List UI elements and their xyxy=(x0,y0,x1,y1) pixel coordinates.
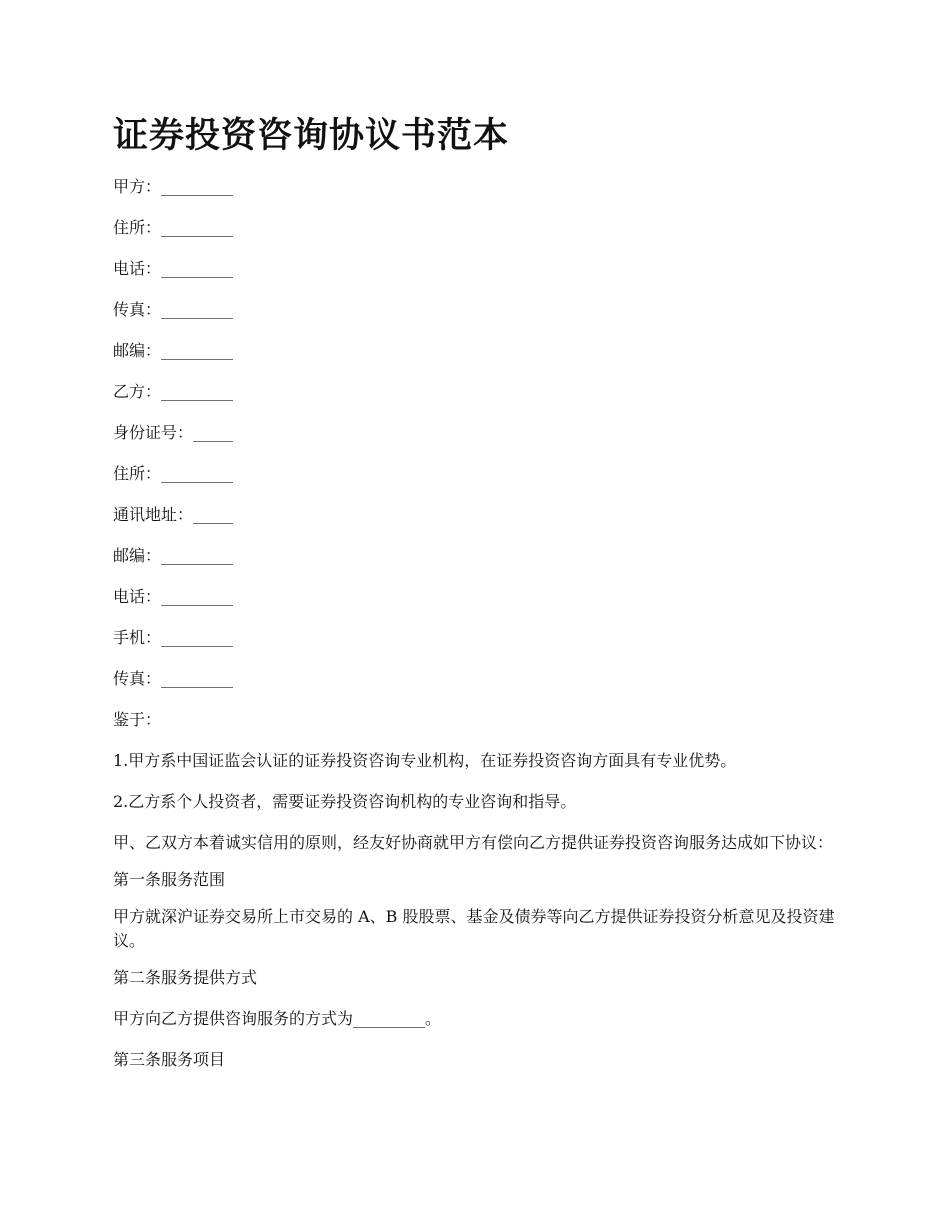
whereas-clause-2: 2.乙方系个人投资者，需要证券投资咨询机构的专业咨询和指导。 xyxy=(113,792,577,811)
agreement-intro: 甲、乙双方本着诚实信用的原则，经友好协商就甲方有偿向乙方提供证券投资咨询服务达成如下协议： xyxy=(113,833,834,852)
party-a-phone: 电话：_________ xyxy=(113,259,234,278)
party-a-name: 甲方：_________ xyxy=(113,177,234,196)
party-b-fax: 传真：_________ xyxy=(113,669,234,688)
article-3-title: 第三条服务项目 xyxy=(113,1050,226,1069)
whereas-clause-1: 1.甲方系中国证监会认证的证券投资咨询专业机构，在证券投资咨询方面具有专业优势。 xyxy=(113,751,737,770)
party-a-fax: 传真：_________ xyxy=(113,300,234,319)
article-2-text: 甲方向乙方提供咨询服务的方式为_________。 xyxy=(113,1009,442,1028)
article-1-text: 甲方就深沪证券交易所上市交易的 A、B 股股票、基金及债券等向乙方提供证券投资分析意见及投资建议。 xyxy=(113,907,835,950)
article-1-title: 第一条服务范围 xyxy=(113,870,226,889)
party-a-address: 住所：_________ xyxy=(113,218,234,237)
party-b-mailing-address: 通讯地址：_____ xyxy=(113,505,234,524)
document-title: 证券投资咨询协议书范本 xyxy=(113,115,510,156)
whereas-heading: 鉴于： xyxy=(113,710,162,729)
article-2-title: 第二条服务提供方式 xyxy=(113,968,258,987)
party-b-id-number: 身份证号：_____ xyxy=(113,423,234,442)
party-b-phone: 电话：_________ xyxy=(113,587,234,606)
party-b-address: 住所：_________ xyxy=(113,464,234,483)
document-page xyxy=(113,112,840,1089)
party-a-postcode: 邮编：_________ xyxy=(113,341,234,360)
party-b-mobile: 手机：_________ xyxy=(113,628,234,647)
party-b-name: 乙方：_________ xyxy=(113,382,234,401)
party-b-postcode: 邮编：_________ xyxy=(113,546,234,565)
